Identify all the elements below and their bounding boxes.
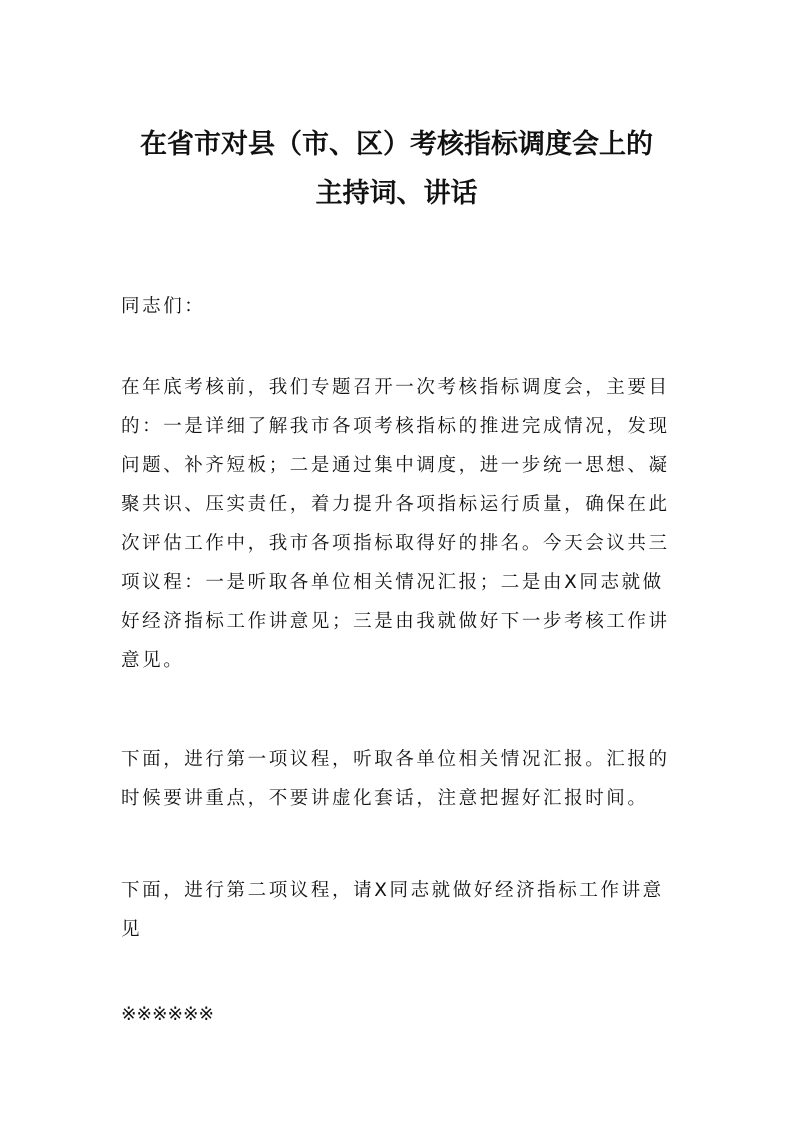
document-title-line-1: 在省市对县（市、区）考核指标调度会上的 bbox=[140, 129, 653, 160]
paragraph-line: 时候要讲重点，不要讲虚化套话，注意把握好汇报时间。 bbox=[121, 788, 649, 809]
paragraph-line: 意见。 bbox=[121, 650, 185, 671]
paragraph-opening bbox=[121, 368, 681, 680]
document-title-line-2: 主持词、讲话 bbox=[315, 178, 478, 209]
paragraph-line: 问题、补齐短板；二是通过集中调度，进一步统一思想、凝 bbox=[121, 455, 670, 476]
paragraph-line: 下面，进行第二项议程，请X同志就做好经济指标工作讲意 bbox=[121, 880, 664, 901]
paragraph-line: 项议程：一是听取各单位相关情况汇报；二是由X同志就做 bbox=[121, 572, 664, 593]
salutation: 同志们： bbox=[121, 296, 206, 317]
paragraph-line: 好经济指标工作讲意见；三是由我就做好下一步考核工作讲 bbox=[121, 611, 670, 632]
section-separator: ※※※※※※ bbox=[121, 1004, 215, 1025]
paragraph-agenda-2 bbox=[121, 871, 681, 949]
paragraph-agenda-1 bbox=[121, 740, 681, 818]
paragraph-line: 见 bbox=[121, 919, 143, 940]
paragraph-line: 次评估工作中，我市各项指标取得好的排名。今天会议共三 bbox=[121, 533, 670, 554]
paragraph-line: 聚共识、压实责任，着力提升各项指标运行质量，确保在此 bbox=[121, 494, 670, 515]
paragraph-line: 下面，进行第一项议程，听取各单位相关情况汇报。汇报的 bbox=[121, 749, 670, 770]
paragraph-line: 的：一是详细了解我市各项考核指标的推进完成情况，发现 bbox=[121, 416, 670, 437]
paragraph-line: 在年底考核前，我们专题召开一次考核指标调度会，主要目 bbox=[121, 377, 670, 398]
